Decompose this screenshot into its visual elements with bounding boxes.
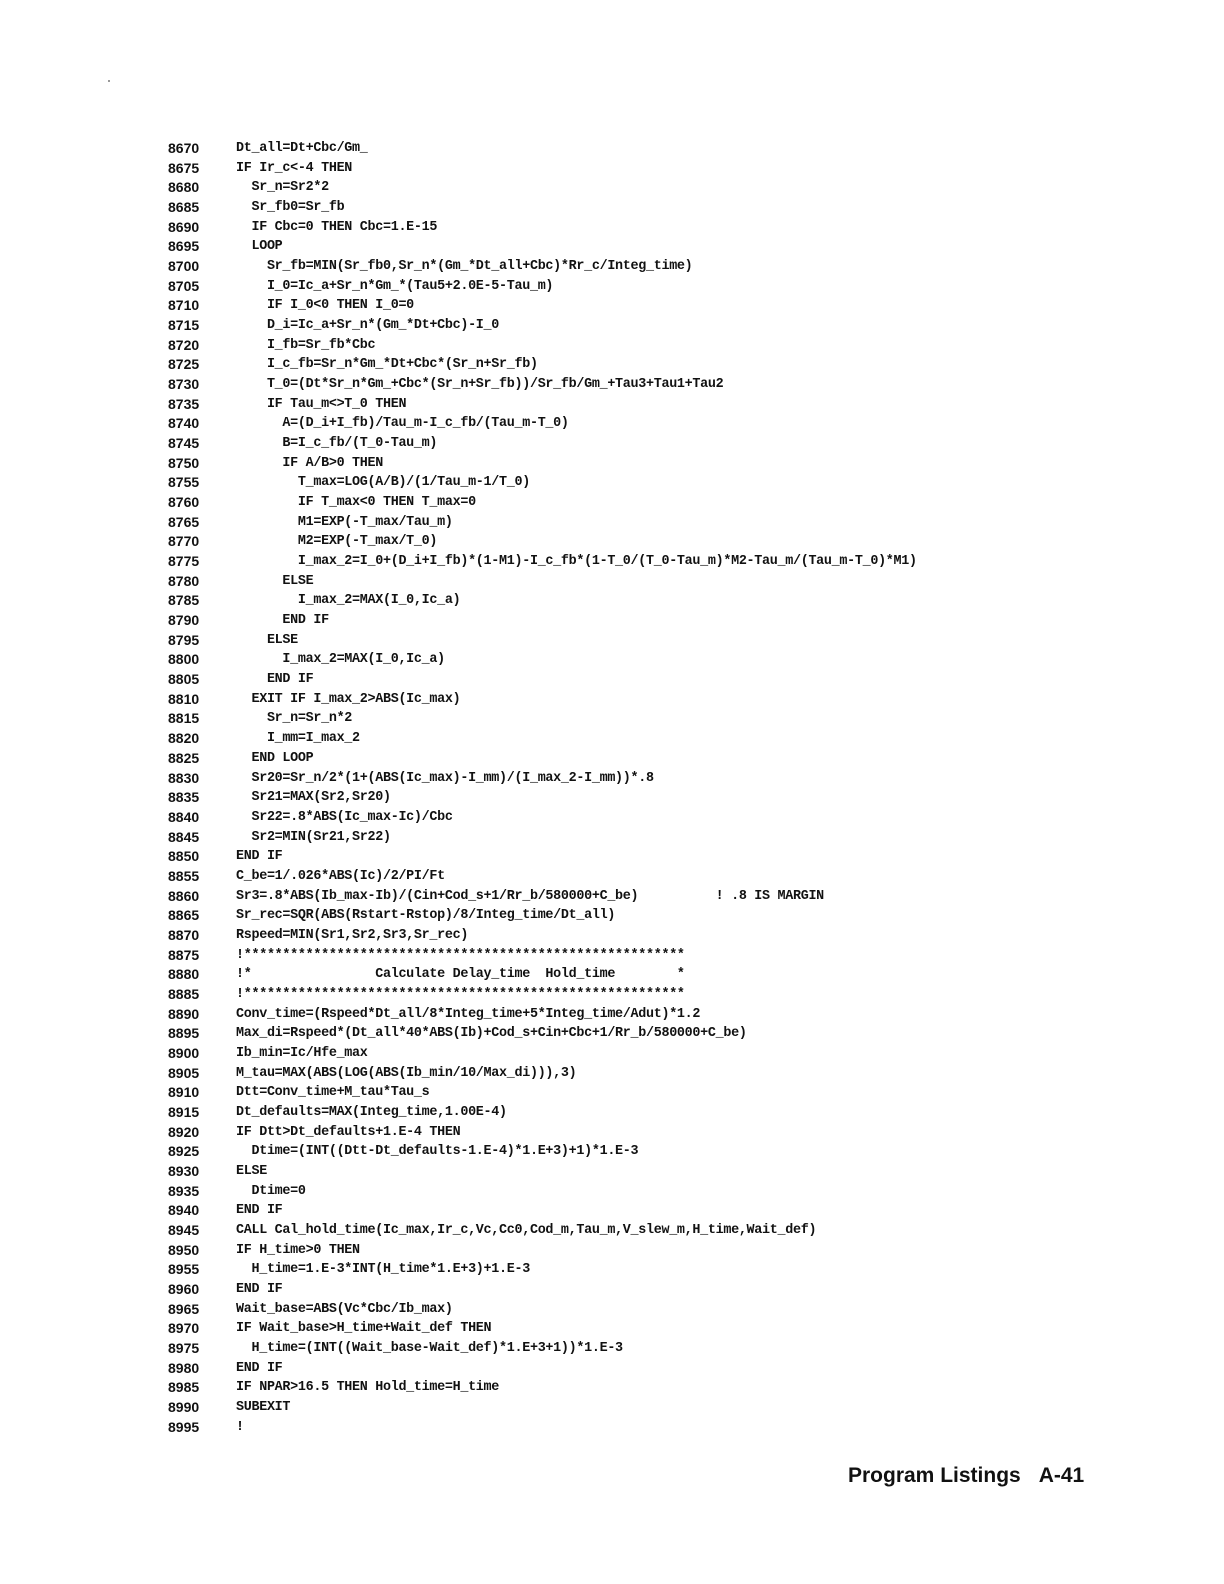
line-number: 8940 (168, 1202, 200, 1219)
listing-line (168, 1378, 1168, 1398)
line-number: 8865 (168, 907, 200, 924)
listing-line (168, 670, 1168, 690)
line-number: 8890 (168, 1005, 200, 1022)
code-text: C_be=1/.026*ABS(Ic)/2/PI/Ft (236, 868, 445, 884)
code-text: Sr_rec=SQR(ABS(Rstart-Rstop)/8/Integ_time/Dt_all) (236, 908, 616, 924)
line-number: 8760 (168, 494, 200, 511)
code-text: M2=EXP(-T_max/T_0) (236, 534, 438, 550)
listing-line (168, 1418, 1168, 1438)
line-number: 8820 (168, 730, 200, 747)
code-text: !********************************************************* (236, 947, 685, 963)
listing-line (168, 1005, 1168, 1025)
code-text: IF T_max<0 THEN T_max=0 (236, 495, 476, 511)
listing-line (168, 493, 1168, 513)
line-number: 8780 (168, 572, 200, 589)
code-text: Sr20=Sr_n/2*(1+(ABS(Ic_max)-I_mm)/(I_max_2-I_mm))*.8 (236, 770, 654, 786)
listing-line (168, 237, 1168, 257)
line-number: 8855 (168, 867, 200, 884)
listing-line (168, 1398, 1168, 1418)
listing-line (168, 828, 1168, 848)
listing-line (168, 1083, 1168, 1103)
code-text: Dt_all=Dt+Cbc/Gm_ (236, 141, 368, 156)
listing-line (168, 296, 1168, 316)
listing-line (168, 375, 1168, 395)
listing-line (168, 1103, 1168, 1123)
code-text: A=(D_i+I_fb)/Tau_m-I_c_fb/(Tau_m-T_0) (236, 416, 569, 432)
listing-line (168, 1260, 1168, 1280)
line-number: 8860 (168, 887, 200, 904)
program-listing (168, 139, 1168, 1437)
line-number: 8690 (168, 218, 200, 235)
code-text: ELSE (236, 632, 298, 648)
line-number: 8935 (168, 1182, 200, 1199)
listing-line (168, 532, 1168, 552)
line-number: 8910 (168, 1084, 200, 1101)
listing-line (168, 434, 1168, 454)
code-text: !********************************************************* (236, 986, 685, 1002)
code-text: T_0=(Dt*Sr_n*Gm_+Cbc*(Sr_n+Sr_fb))/Sr_fb/Gm_+Tau3+Tau1+Tau2 (236, 377, 724, 393)
code-text: I_max_2=MAX(I_0,Ic_a) (236, 652, 445, 668)
footer-page-number: A-41 (1038, 1464, 1085, 1487)
listing-line (168, 473, 1168, 493)
line-number: 8785 (168, 592, 200, 609)
listing-line (168, 1280, 1168, 1300)
code-text: I_0=Ic_a+Sr_n*Gm_*(Tau5+2.0E-5-Tau_m) (236, 278, 554, 294)
listing-line (168, 1201, 1168, 1221)
line-number: 8960 (168, 1280, 200, 1297)
line-number: 8670 (168, 140, 200, 156)
code-text: IF Tau_m<>T_0 THEN (236, 396, 407, 412)
listing-line (168, 159, 1168, 179)
code-text: ELSE (236, 1163, 267, 1179)
code-text: Dtt=Conv_time+M_tau*Tau_s (236, 1085, 430, 1101)
code-text: Dt_defaults=MAX(Integ_time,1.00E-4) (236, 1104, 507, 1120)
code-text: I_fb=Sr_fb*Cbc (236, 337, 376, 353)
listing-line (168, 1319, 1168, 1339)
listing-line (168, 552, 1168, 572)
line-number: 8685 (168, 199, 200, 216)
listing-line (168, 198, 1168, 218)
listing-line (168, 1241, 1168, 1261)
line-number: 8975 (168, 1339, 200, 1356)
code-text: END IF (236, 672, 314, 688)
code-text: END IF (236, 613, 329, 629)
listing-line (168, 847, 1168, 867)
listing-line (168, 769, 1168, 789)
code-text: I_mm=I_max_2 (236, 731, 360, 747)
listing-line (168, 906, 1168, 926)
code-text: Dtime=(INT((Dtt-Dt_defaults-1.E-4)*1.E+3)+1)*1.E-3 (236, 1144, 639, 1160)
line-number: 8775 (168, 553, 200, 570)
listing-line (168, 729, 1168, 749)
code-text: Sr_fb=MIN(Sr_fb0,Sr_n*(Gm_*Dt_all+Cbc)*Rr_c/Integ_time) (236, 259, 693, 275)
listing-line (168, 631, 1168, 651)
code-text: Sr_fb0=Sr_fb (236, 200, 345, 216)
listing-line (168, 277, 1168, 297)
code-text: EXIT IF I_max_2>ABS(Ic_max) (236, 691, 461, 707)
code-text: ! (236, 1419, 244, 1435)
code-text: !* Calculate Delay_time Hold_time * (236, 967, 685, 983)
code-text: Sr_n=Sr2*2 (236, 180, 329, 196)
code-text: END LOOP (236, 750, 314, 766)
code-text: IF I_0<0 THEN I_0=0 (236, 298, 414, 314)
code-text: CALL Cal_hold_time(Ic_max,Ir_c,Vc,Cc0,Cod_m,Tau_m,V_slew_m,H_time,Wait_def) (236, 1222, 817, 1238)
code-text: B=I_c_fb/(T_0-Tau_m) (236, 436, 438, 452)
code-text: I_max_2=MAX(I_0,Ic_a) (236, 593, 461, 609)
code-text: I_c_fb=Sr_n*Gm_*Dt+Cbc*(Sr_n+Sr_fb) (236, 357, 538, 373)
code-text: Sr_n=Sr_n*2 (236, 711, 353, 727)
line-number: 8845 (168, 828, 200, 845)
listing-line (168, 709, 1168, 729)
line-number: 8810 (168, 690, 200, 707)
line-number: 8970 (168, 1320, 200, 1337)
line-number: 8765 (168, 513, 200, 530)
line-number: 8715 (168, 317, 200, 334)
code-text: IF NPAR>16.5 THEN Hold_time=H_time (236, 1380, 500, 1396)
listing-line (168, 218, 1168, 238)
code-text: END IF (236, 1360, 283, 1376)
code-text: M_tau=MAX(ABS(LOG(ABS(Ib_min/10/Max_di))),3) (236, 1065, 577, 1081)
listing-line (168, 611, 1168, 631)
line-number: 8905 (168, 1064, 200, 1081)
code-text: END IF (236, 1203, 283, 1219)
listing-line (168, 749, 1168, 769)
line-number: 8840 (168, 808, 200, 825)
line-number: 8945 (168, 1221, 200, 1238)
listing-line (168, 1182, 1168, 1202)
scan-speck (108, 80, 110, 82)
line-number: 8705 (168, 277, 200, 294)
code-text: Conv_time=(Rspeed*Dt_all/8*Integ_time+5*Integ_time/Adut)*1.2 (236, 1006, 701, 1022)
listing-line (168, 1044, 1168, 1064)
code-text: H_time=1.E-3*INT(H_time*1.E+3)+1.E-3 (236, 1262, 530, 1278)
code-text: IF Ir_c<-4 THEN (236, 160, 353, 176)
listing-line (168, 572, 1168, 592)
listing-line (168, 355, 1168, 375)
line-number: 8920 (168, 1123, 200, 1140)
listing-line (168, 591, 1168, 611)
listing-line (168, 395, 1168, 415)
listing-line (168, 926, 1168, 946)
line-number: 8930 (168, 1162, 200, 1179)
code-text: ELSE (236, 573, 314, 589)
line-number: 8835 (168, 789, 200, 806)
line-number: 8805 (168, 671, 200, 688)
listing-line (168, 887, 1168, 907)
line-number: 8710 (168, 297, 200, 314)
code-text: Max_di=Rspeed*(Dt_all*40*ABS(Ib)+Cod_s+Cin+Cbc+1/Rr_b/580000+C_be) (236, 1026, 747, 1042)
line-number: 8885 (168, 985, 200, 1002)
line-number: 8850 (168, 848, 200, 865)
line-number: 8700 (168, 258, 200, 275)
listing-line (168, 946, 1168, 966)
line-number: 8985 (168, 1379, 200, 1396)
listing-line (168, 1300, 1168, 1320)
line-number: 8990 (168, 1399, 200, 1415)
code-text: IF Cbc=0 THEN Cbc=1.E-15 (236, 219, 438, 235)
code-text: Sr2=MIN(Sr21,Sr22) (236, 829, 391, 845)
listing-line (168, 257, 1168, 277)
line-number: 8915 (168, 1103, 200, 1120)
code-text: T_max=LOG(A/B)/(1/Tau_m-1/T_0) (236, 475, 530, 491)
line-number: 8790 (168, 612, 200, 629)
listing-line (168, 513, 1168, 533)
line-number: 8925 (168, 1143, 200, 1160)
listing-line (168, 965, 1168, 985)
code-text: IF H_time>0 THEN (236, 1242, 360, 1258)
listing-line (168, 867, 1168, 887)
line-number: 8880 (168, 966, 200, 983)
listing-line (168, 808, 1168, 828)
code-text: IF Wait_base>H_time+Wait_def THEN (236, 1321, 492, 1337)
listing-line (168, 650, 1168, 670)
listing-line (168, 139, 1168, 159)
line-number: 8965 (168, 1300, 200, 1317)
listing-line (168, 1024, 1168, 1044)
code-text: END IF (236, 1281, 283, 1297)
code-text: I_max_2=I_0+(D_i+I_fb)*(1-M1)-I_c_fb*(1-T_0/(T_0-Tau_m)*M2-Tau_m/(Tau_m-T_0)*M1) (236, 554, 917, 570)
line-number: 8755 (168, 474, 200, 491)
listing-line (168, 414, 1168, 434)
listing-line (168, 1221, 1168, 1241)
code-text: SUBEXIT (236, 1400, 291, 1415)
line-number: 8980 (168, 1359, 200, 1376)
listing-line (168, 1339, 1168, 1359)
line-number: 8770 (168, 533, 200, 550)
line-number: 8830 (168, 769, 200, 786)
code-text: IF A/B>0 THEN (236, 455, 383, 471)
line-number: 8675 (168, 159, 200, 176)
code-text: H_time=(INT((Wait_base-Wait_def)*1.E+3+1))*1.E-3 (236, 1340, 623, 1356)
code-text: Dtime=0 (236, 1183, 306, 1199)
code-text: IF Dtt>Dt_defaults+1.E-4 THEN (236, 1124, 461, 1140)
line-number: 8955 (168, 1261, 200, 1278)
line-number: 8995 (168, 1418, 200, 1435)
listing-line (168, 336, 1168, 356)
code-text: Sr22=.8*ABS(Ic_max-Ic)/Cbc (236, 809, 453, 825)
line-number: 8750 (168, 454, 200, 471)
listing-line (168, 316, 1168, 336)
listing-line (168, 690, 1168, 710)
listing-line (168, 1359, 1168, 1379)
line-number: 8740 (168, 415, 200, 432)
listing-line (168, 788, 1168, 808)
line-number: 8745 (168, 435, 200, 452)
line-number: 8730 (168, 376, 200, 393)
line-number: 8800 (168, 651, 200, 668)
line-number: 8795 (168, 631, 200, 648)
code-text: END IF (236, 849, 283, 865)
line-number: 8900 (168, 1044, 200, 1061)
code-text: D_i=Ic_a+Sr_n*(Gm_*Dt+Cbc)-I_0 (236, 318, 500, 334)
listing-line (168, 454, 1168, 474)
line-number: 8735 (168, 395, 200, 412)
listing-line (168, 1142, 1168, 1162)
line-number: 8680 (168, 179, 200, 196)
line-number: 8815 (168, 710, 200, 727)
listing-line (168, 1123, 1168, 1143)
line-number: 8875 (168, 946, 200, 963)
code-text: Sr3=.8*ABS(Ib_max-Ib)/(Cin+Cod_s+1/Rr_b/580000+C_be) ! .8 IS MARGIN (236, 888, 824, 904)
code-text: Wait_base=ABS(Vc*Cbc/Ib_max) (236, 1301, 453, 1317)
code-text: Ib_min=Ic/Hfe_max (236, 1045, 368, 1061)
listing-line (168, 1162, 1168, 1182)
page-footer (848, 1464, 1084, 1488)
listing-line (168, 985, 1168, 1005)
code-text: M1=EXP(-T_max/Tau_m) (236, 514, 453, 530)
line-number: 8950 (168, 1241, 200, 1258)
listing-line (168, 178, 1168, 198)
line-number: 8895 (168, 1025, 200, 1042)
code-text: LOOP (236, 239, 283, 255)
line-number: 8870 (168, 926, 200, 943)
line-number: 8825 (168, 749, 200, 766)
code-text: Sr21=MAX(Sr2,Sr20) (236, 790, 391, 806)
line-number: 8725 (168, 356, 200, 373)
line-number: 8695 (168, 238, 200, 255)
line-number: 8720 (168, 336, 200, 353)
listing-line (168, 1064, 1168, 1084)
footer-section-title: Program Listings (848, 1464, 1021, 1487)
code-text: Rspeed=MIN(Sr1,Sr2,Sr3,Sr_rec) (236, 927, 469, 943)
